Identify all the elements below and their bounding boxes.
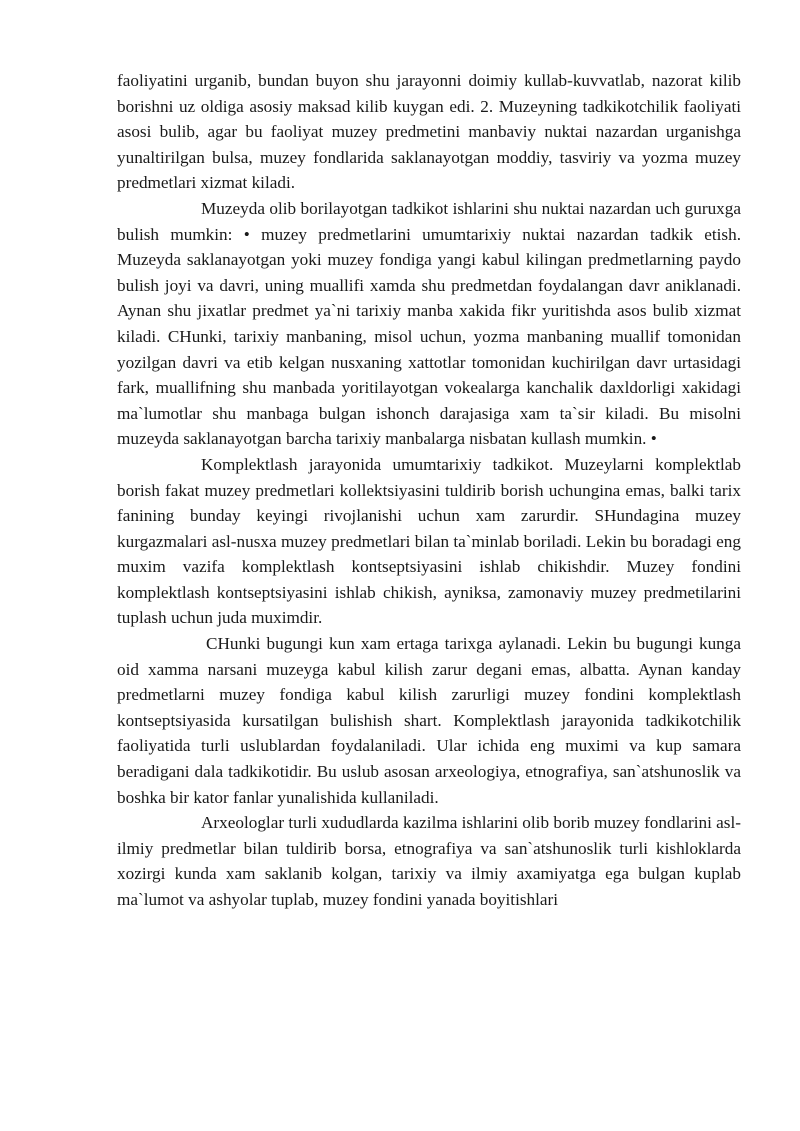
paragraph-4: CHunki bugungi kun xam ertaga tarixga aylanadi. Lekin bu bugungi kunga oid xamma narsani muzeyga kabul kilish zarur degani emas, albatta. Aynan kanday predmetlarni muzey fondiga kabul kilish zarurligi muzey fondini komplektlash kontseptsiyasida kursatilgan bulishish shart. Komplektlash jarayonida tadkikotchilik faoliyatida turli uslublardan foydalaniladi. Ular ichida eng muximi va kup samara beradigani dala tadkikotidir. Bu uslub asosan arxeologiya, etnografiya, san`atshunoslik va boshka bir kator fanlar yunalishida kullaniladi.	[117, 634, 741, 807]
paragraph-3: Komplektlash jarayonida umumtarixiy tadkikot. Muzeylarni komplektlab borish fakat muzey predmetlari kollektsiyasini tuldirib borish uchungina emas, balki tarix fanining bunday keyingi rivojlanishi uchun xam zarurdir. SHundagina muzey kurgazmalari asl-nusxa muzey predmetlari bilan ta`minlab boriladi. Lekin bu boradagi eng muxim vazifa komplektlash kontseptsiyasini ishlab chikishdir. Muzey fondini komplektlash kontseptsiyasini ishlab chikish, ayniksa, zamonaviy muzey predmetilarini tuplash uchun juda muximdir.	[117, 454, 741, 628]
paragraph-2: Muzeyda olib borilayotgan tadkikot ishlarini shu nuktai nazardan uch guruxga bulish mumkin: • muzey predmetlarini umumtarixiy nuktai nazardan tadkik etish. Muzeyda saklanayotgan yoki muzey fondiga yangi kabul kilingan predmetlarning paydo bulish joyi va davri, uning muallifi xamda shu predmetdan foydalangan davr aniklanadi. Aynan shu jixatlar predmet ya`ni tarixiy manba xakida fikr yuritishda asos bulib xizmat kiladi. CHunki, tarixiy manbaning, misol uchun, yozma manbaning muallif tomonidan yozilgan davri va etib kelgan nusxaning xattotlar tomonidan kuchirilgan davr urtasidagi fark, muallifning shu manbada yoritilayotgan vokealarga kanchalik daxldorligi xakidagi ma`lumotlar shu manbaga bulgan ishonch darajasiga xam ta`sir kiladi. Bu misolni muzeyda saklanayotgan barcha tarixiy manbalarga nisbatan kullash mumkin. •	[117, 198, 741, 449]
document-page	[117, 68, 741, 913]
paragraph-1: faoliyatini urganib, bundan buyon shu jarayonni doimiy kullab-kuvvatlab, nazorat kilib borishni uz oldiga asosiy maksad kilib kuygan edi. 2. Muzeyning tadkikotchilik faoliyati asosi bulib, agar bu faoliyat muzey predmetini manbaviy nuktai nazardan urganishga yunaltirilgan bulsa, muzey fondlarida saklanayotgan moddiy, tasviriy va yozma muzey predmetlari xizmat kiladi.	[117, 71, 741, 193]
paragraph-5: Arxeologlar turli xududlarda kazilma ishlarini olib borib muzey fondlarini asl-ilmiy predmetlar bilan tuldirib borsa, etnografiya va san`atshunoslik turli kishloklarda xozirgi kunda xam saklanib kolgan, tarixiy va ilmiy axamiyatga ega bulgan kuplab ma`lumot va ashyolar tuplab, muzey fondini yanada boyitishlari	[117, 813, 741, 909]
